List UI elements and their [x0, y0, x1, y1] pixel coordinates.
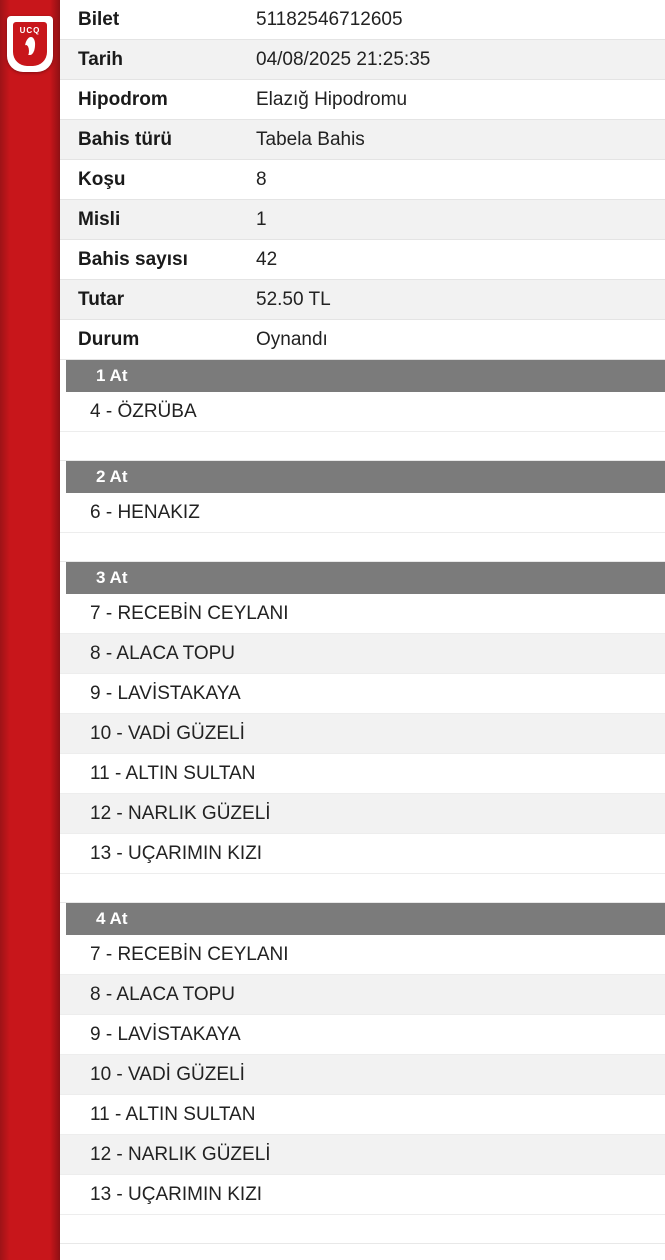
- horse-selection-row: 8 - ALACA TOPU: [60, 634, 665, 674]
- horse-selection-row: 9 - LAVİSTAKAYA: [60, 1015, 665, 1055]
- leg-group-header: 4 At: [60, 903, 665, 935]
- horse-selection-row: 11 - ALTIN SULTAN: [60, 754, 665, 794]
- ticket-info-label: Misli: [78, 208, 121, 230]
- left-brand-rail: [0, 0, 60, 1260]
- ticket-info-value: Tabela Bahis: [256, 128, 365, 150]
- club-crest-logo: [7, 16, 53, 72]
- ticket-info-label: Durum: [78, 328, 140, 350]
- ticket-info-row: [60, 200, 665, 240]
- horse-selection-row: 8 - ALACA TOPU: [60, 975, 665, 1015]
- horse-selection-row: 12 - NARLIK GÜZELİ: [60, 794, 665, 834]
- horse-selection-row: 7 - RECEBİN CEYLANI: [60, 935, 665, 975]
- ticket-info-row: [60, 280, 665, 320]
- leg-group-header: 2 At: [60, 461, 665, 493]
- leg-group: [60, 360, 665, 461]
- horse-selection-row: 12 - NARLIK GÜZELİ: [60, 1135, 665, 1175]
- ticket-info-label: Bahis sayısı: [78, 248, 188, 270]
- leg-selections-list: [60, 360, 665, 1244]
- leg-group-spacer: [60, 874, 665, 903]
- ticket-info-value: 42: [256, 248, 278, 270]
- ticket-info-row: [60, 0, 665, 40]
- ticket-info-label: Tutar: [78, 288, 125, 310]
- horse-selection-row: 13 - UÇARIMIN KIZI: [60, 1175, 665, 1215]
- ticket-info-value: 04/08/2025 21:25:35: [256, 48, 431, 70]
- ticket-info-table: [60, 0, 665, 360]
- ticket-info-label: Tarih: [78, 48, 124, 70]
- logo-letters: UCQ: [19, 26, 41, 35]
- ticket-info-row: [60, 240, 665, 280]
- ticket-info-value: 51182546712605: [256, 8, 403, 30]
- leg-group-spacer: [60, 1215, 665, 1244]
- leg-group-header: 1 At: [60, 360, 665, 392]
- ticket-info-row: [60, 320, 665, 360]
- ticket-info-value: 1: [256, 208, 267, 230]
- horse-selection-row: 10 - VADİ GÜZELİ: [60, 1055, 665, 1095]
- leg-group-header: 3 At: [60, 562, 665, 594]
- horse-selection-row: 6 - HENAKIZ: [60, 493, 665, 533]
- ticket-info-row: [60, 160, 665, 200]
- ticket-info-row: [60, 80, 665, 120]
- ticket-info-label: Hipodrom: [78, 88, 168, 110]
- ticket-info-label: Koşu: [78, 168, 126, 190]
- leg-group-spacer: [60, 533, 665, 562]
- horse-selection-row: 4 - ÖZRÜBA: [60, 392, 665, 432]
- leg-group: [60, 461, 665, 562]
- ticket-info-label: Bilet: [78, 8, 120, 30]
- horse-selection-row: 13 - UÇARIMIN KIZI: [60, 834, 665, 874]
- ticket-info-value: 52.50 TL: [256, 288, 331, 310]
- ticket-info-row: [60, 40, 665, 80]
- ticket-info-value: 8: [256, 168, 267, 190]
- horse-icon: [22, 37, 38, 59]
- ticket-content: [60, 0, 665, 1260]
- horse-selection-row: 11 - ALTIN SULTAN: [60, 1095, 665, 1135]
- leg-group: [60, 903, 665, 1244]
- horse-selection-row: 10 - VADİ GÜZELİ: [60, 714, 665, 754]
- shield-icon: [13, 22, 47, 66]
- horse-selection-row: 7 - RECEBİN CEYLANI: [60, 594, 665, 634]
- ticket-info-row: [60, 120, 665, 160]
- ticket-info-value: Oynandı: [256, 328, 328, 350]
- ticket-info-label: Bahis türü: [78, 128, 172, 150]
- horse-selection-row: 9 - LAVİSTAKAYA: [60, 674, 665, 714]
- ticket-info-value: Elazığ Hipodromu: [256, 88, 408, 110]
- leg-group: [60, 562, 665, 903]
- leg-group-spacer: [60, 432, 665, 461]
